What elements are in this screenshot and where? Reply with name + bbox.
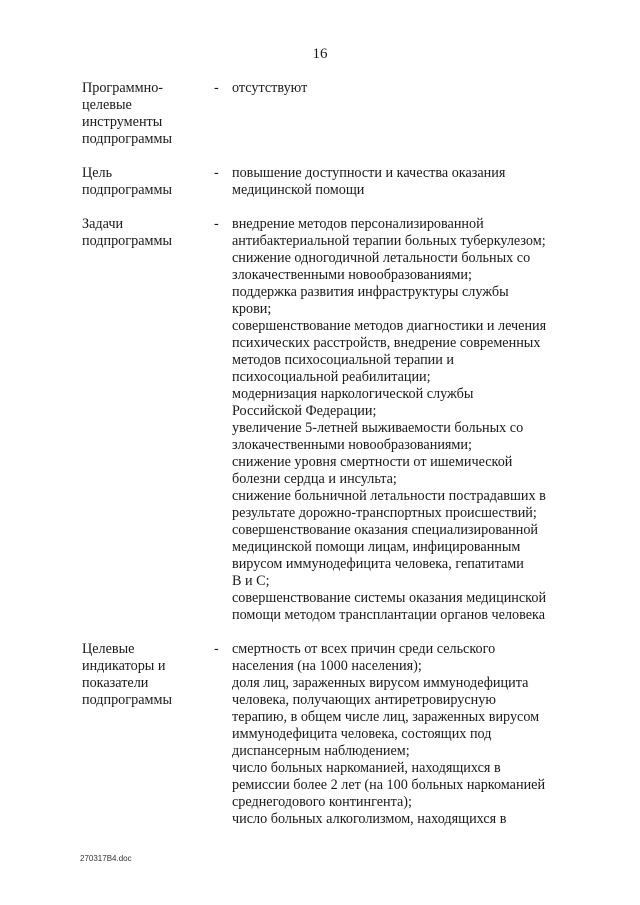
value-line: результате дорожно-транспортных происшествий;	[232, 505, 537, 521]
section-goal	[82, 165, 572, 199]
value-line: совершенствование оказания специализированной	[232, 522, 539, 538]
value-line: медицинской помощи	[232, 182, 365, 198]
section-value	[232, 165, 572, 199]
value-line: диспансерным наблюдением;	[232, 743, 410, 759]
value-line: злокачественными новообразованиями;	[232, 437, 472, 453]
section-value	[232, 80, 572, 148]
value-line: совершенствование методов диагностики и лечения	[232, 318, 547, 334]
section-value	[232, 216, 572, 624]
value-line: медицинской помощи лицам, инфицированным	[232, 539, 521, 555]
label-line: целевые	[82, 97, 132, 113]
value-line: совершенствование системы оказания медицинской	[232, 590, 547, 606]
value-line: психосоциальной реабилитации;	[232, 369, 431, 385]
page-number: 16	[312, 46, 328, 62]
value-line: увеличение 5-летней выживаемости больных со	[232, 420, 524, 436]
section-label	[82, 641, 214, 828]
label-line: Цель	[82, 165, 113, 181]
section-label	[82, 165, 214, 199]
value-line: вирусом иммунодефицита человека, гепатитами	[232, 556, 524, 572]
section-dash: -	[214, 80, 219, 96]
value-line: помощи методом трансплантации органов человека	[232, 607, 546, 623]
value-line: Российской Федерации;	[232, 403, 377, 419]
label-line: подпрограммы	[82, 233, 172, 249]
value-line: методов психосоциальной терапии и	[232, 352, 455, 368]
value-line: ремиссии более 2 лет (на 100 больных наркоманией	[232, 777, 546, 793]
value-line: психических расстройств, внедрение современных	[232, 335, 541, 351]
section-label	[82, 80, 214, 148]
value-line: иммунодефицита человека, состоящих под	[232, 726, 492, 742]
label-line: индикаторы и	[82, 658, 166, 674]
label-line: подпрограммы	[82, 182, 172, 198]
value-line: отсутствуют	[232, 80, 308, 96]
value-line: терапию, в общем числе лиц, зараженных вирусом	[232, 709, 540, 725]
section-dash: -	[214, 641, 219, 657]
value-line: повышение доступности и качества оказания	[232, 165, 506, 181]
value-line: злокачественными новообразованиями;	[232, 267, 472, 283]
value-line: поддержка развития инфраструктуры службы	[232, 284, 509, 300]
value-line: снижение одногодичной летальности больных со	[232, 250, 531, 266]
value-line: болезни сердца и инсульта;	[232, 471, 397, 487]
label-line: Целевые	[82, 641, 135, 657]
value-line: антибактериальной терапии больных туберкулезом;	[232, 233, 546, 249]
value-line: В и С;	[232, 573, 270, 589]
value-line: смертность от всех причин среди сельского	[232, 641, 496, 657]
label-line: показатели	[82, 675, 149, 691]
label-line: Программно-	[82, 80, 164, 96]
passport-table	[82, 80, 572, 828]
value-line: среднегодового контингента);	[232, 794, 412, 810]
value-line: человека, получающих антиретровирусную	[232, 692, 496, 708]
value-line: доля лиц, зараженных вирусом иммунодефицита	[232, 675, 529, 691]
value-line: внедрение методов персонализированной	[232, 216, 484, 232]
label-line: инструменты	[82, 114, 163, 130]
section-label	[82, 216, 214, 624]
value-line: снижение больничной летальности пострадавших в	[232, 488, 546, 504]
file-name-footer: 270317В4.doc	[80, 854, 132, 863]
label-line: подпрограммы	[82, 692, 172, 708]
value-line: модернизация наркологической службы	[232, 386, 474, 402]
value-line: число больных алкоголизмом, находящихся в	[232, 811, 507, 827]
label-line: Задачи	[82, 216, 124, 232]
value-line: снижение уровня смертности от ишемической	[232, 454, 513, 470]
section-program-tools	[82, 80, 572, 148]
section-tasks	[82, 216, 572, 624]
label-line: подпрограммы	[82, 131, 172, 147]
section-indicators	[82, 641, 572, 828]
value-line: число больных наркоманией, находящихся в	[232, 760, 501, 776]
section-value	[232, 641, 572, 828]
section-dash: -	[214, 216, 219, 232]
value-line: крови;	[232, 301, 272, 317]
section-dash: -	[214, 165, 219, 181]
value-line: населения (на 1000 населения);	[232, 658, 422, 674]
